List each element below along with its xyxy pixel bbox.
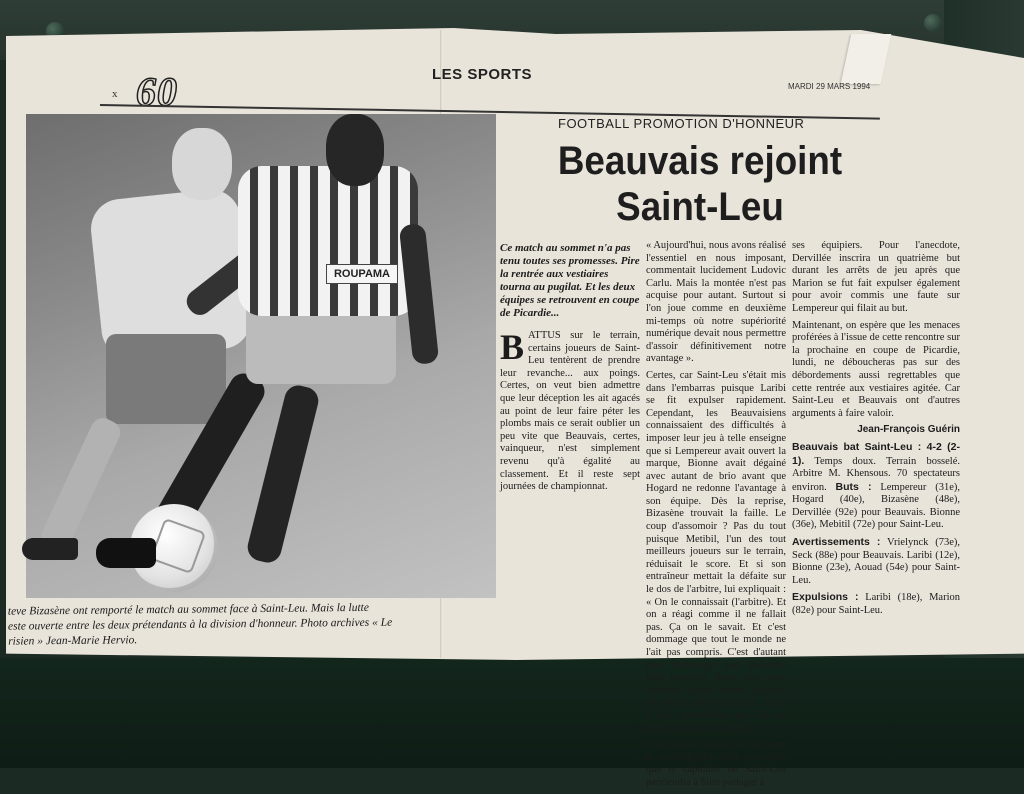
- caption-credit-2: risien » Jean-Marie Hervio.: [8, 634, 138, 648]
- player-boot: [96, 538, 156, 568]
- sendings-off: [792, 591, 960, 617]
- sendings-off-label: Expulsions :: [792, 591, 859, 604]
- table-felt-bottom: [0, 658, 1024, 768]
- article-kicker: FOOTBALL PROMOTION D'HONNEUR: [558, 116, 805, 131]
- sendings-off-details: Laribi (18e), Marion (82e) pour Saint-Leu.: [792, 592, 960, 617]
- article-paragraph: [500, 327, 640, 494]
- match-result: [792, 441, 960, 532]
- background-player-boot: [22, 538, 78, 560]
- article-paragraph: Maintenant, on espère que les menaces proférées à l'issue de cette rencontre sur la prochaine en coupe de Picardie, lundi, ne déboucheras pas sur des débordements aussi regrettables que cette rentrée aux vestiaires agitée. Car Saint-Leu et Beauvais ont d'autres arguments à faire valoir.: [792, 319, 960, 419]
- caption-line-2: este ouverte entre les deux prétendants à la division d'honneur.: [7, 617, 298, 633]
- drop-cap: B: [500, 327, 525, 367]
- page-number: 60: [136, 69, 178, 114]
- caption-line-1: teve Bizasène ont remporté le match au sommet face à Saint-Leu. Mais la lutte: [7, 601, 370, 618]
- caption-credit-1: Photo archives « Le: [300, 616, 393, 630]
- background-player-head: [172, 128, 232, 200]
- bookings-label: Avertissements :: [792, 536, 881, 549]
- bookings: [792, 536, 960, 587]
- goals-label: Buts :: [835, 480, 872, 493]
- article-paragraph-text: ATTUS sur le terrain, certains joueurs de Saint-Leu tentèrent de prendre leur revanche... aux poings. Certes, on veut bien admettre que leur déception les ait agacés au point de leur faire péter les plombs mais ce serait oublier un peu vite que Beauvais, certes, vainqueur, n'est simplement revenu qu'à égalité au classement. Et il reste sept journées de championnat.: [500, 330, 640, 493]
- background-player-leg: [38, 414, 124, 554]
- photo-caption: [8, 599, 508, 649]
- background-player-shorts: [106, 334, 226, 424]
- bookings-details: Vrielynck (73e), Seck (88e) pour Beauvais. Laribi (12e), Bionne (23e), Aouad (54e) pour Saint-Leu.: [792, 537, 960, 586]
- article-column-3: [792, 240, 960, 622]
- article-paragraph: « Aujourd'hui, nous avons réalisé l'essentiel en nous imposant, commentait lucidement Ludovic Carlu. Mais la montée n'est pas acquise pour autant. Surtout si l'on joue comme en deuxième mi-temps où notre supériorité numérique devait nous permettre d'assoir définitivement notre avantage ».: [646, 240, 786, 365]
- player-striped-shirt: [238, 166, 418, 316]
- match-photo: [26, 114, 496, 598]
- result-details: Temps doux. Terrain bosselé. Arbitre M. Khensous. 70 spectateurs environ.: [792, 455, 960, 493]
- article-column-2: [646, 240, 786, 794]
- article-standfirst: Ce match au sommet n'a pas tenu toutes ses promesses. Pire la rentrée aux vestiaires tourna au pugilat. Et les deux équipes se retrouvent en coupe de Picardie...: [500, 242, 640, 319]
- player-head: [326, 114, 384, 186]
- section-title: LES SPORTS: [432, 66, 533, 83]
- issue-date: MARDI 29 MARS 1994: [788, 82, 871, 91]
- page-marker: x: [112, 88, 118, 100]
- article-paragraph: Certes, car Saint-Leu s'était mis dans l'embarras puisque Laribi se fit expulser rapidement. Cependant, les Beauvaisiens connaissaient des difficultés à imposer leur jeu à telle enseigne que si Lempereur avait ouvert la marque, Bionne avait dégainé avec autant de brio avant que Hogard ne redonne l'avantage à son équipe. Dès la reprise, Bizasène trouvait la faille. Le coup d'assomoir ? Pas du tout puisque Metibil, l'un des tout meilleurs joueurs sur le terrain, réduisait le score. Et si son entraîneur mettait la défaite sur le dos de l'arbitre, lui expliquait : « On le connaissait (l'arbitre). Et on a réagi comme il ne fallait pas. Ça on le savait. Et c'est dommage que tout le monde ne l'ait pas compris. C'est d'autant plus dommage que Beauvais était prenable. Reste que nous sommes quand même toujours en course. Rien est perdu. Mais il faut comprendre que l'on ne joue pas avec les arbitres ».: [646, 369, 786, 734]
- article-author: Jean-François Guérin: [857, 424, 960, 436]
- article-column-1: [500, 242, 640, 498]
- shirt-sponsor-logo: ROUPAMA: [326, 264, 398, 284]
- article-headline: [516, 138, 884, 230]
- result-title: Beauvais bat Saint-Leu : 4-2 (2-1).: [792, 440, 960, 467]
- article-paragraph: Une analyse pleine de bon sens et d'intelligence dont on espère que le capitaine de Saint-Leu parviendra à faire partager à: [646, 739, 786, 788]
- headline-line-2: Saint-Leu: [616, 185, 784, 229]
- goals-details: Lempereur (31e), Hogard (40e), Bizasène (48e), Dervillée (92e) pour Beauvais. Bionne (36e), Mebitil (72e) pour Saint-Leu.: [792, 481, 961, 531]
- pin-icon: [924, 14, 942, 32]
- article-paragraph: ses équipiers. Pour l'anecdote, Dervillée inscrira un quatrième but durant les arrêts de jeu après que Marion se fut fait expulser également pour avoir commis une faute sur Lempereur qui filait au but.: [792, 240, 960, 314]
- headline-line-1: Beauvais rejoint: [557, 139, 843, 183]
- player-leg-back: [245, 383, 322, 566]
